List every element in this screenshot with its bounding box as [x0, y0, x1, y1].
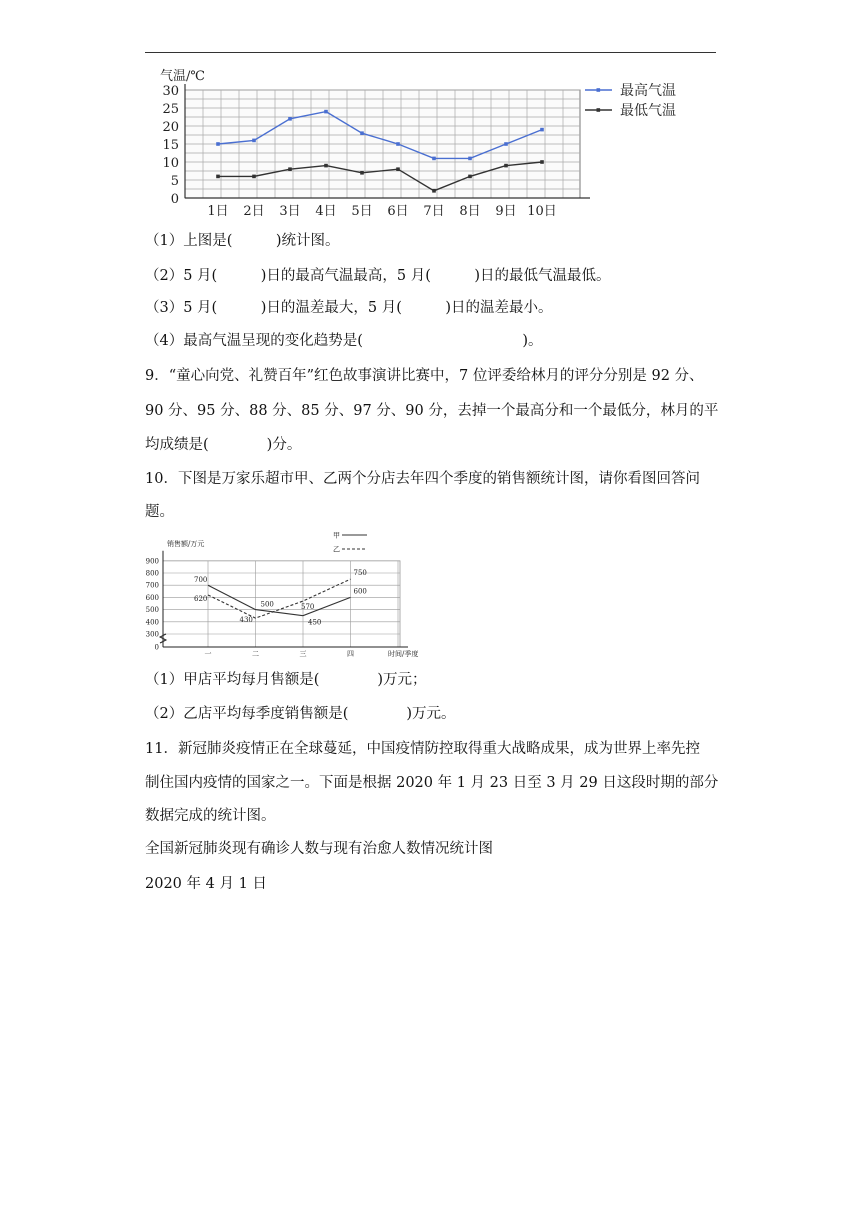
data-point: [288, 167, 292, 171]
q8-part4: （4）最高气温呈现的变化趋势是( )。: [145, 333, 543, 349]
data-label: 600: [353, 587, 367, 596]
q10-part2: （2）乙店平均每季度销售额是( )万元。: [145, 706, 456, 722]
q11-chart-date: 2020 年 4 月 1 日: [145, 876, 267, 892]
q8-part2: （2）5 月( )日的最高气温最高，5 月( )日的最低气温最低。: [145, 268, 611, 284]
y-tick-label: 15: [162, 138, 179, 153]
q9-line3: 均成绩是( )分。: [145, 437, 302, 453]
x-tick-label: 三: [299, 650, 307, 658]
q11-line2: 制住国内疫情的国家之一。下面是根据 2020 年 1 月 23 日至 3 月 29 日这段时期的部分: [145, 775, 719, 791]
y-tick-label: 25: [162, 102, 179, 117]
legend-marker: [597, 108, 601, 112]
x-tick-label: 5日: [351, 204, 373, 219]
data-point: [468, 157, 472, 161]
y-tick-label: 20: [162, 120, 179, 135]
data-point: [288, 117, 292, 121]
y-tick-label: 900: [145, 557, 159, 566]
x-tick-label: 7日: [423, 204, 445, 219]
q11-line1: 11．新冠肺炎疫情正在全球蔓延，中国疫情防控取得重大战略成果，成为世界上率先控: [145, 741, 700, 757]
data-point: [360, 131, 364, 135]
legend-label: 最低气温: [620, 103, 676, 119]
y-tick-label: 0: [170, 192, 179, 207]
data-point: [432, 189, 436, 193]
data-point: [504, 164, 508, 168]
data-point: [360, 171, 364, 175]
y-tick-label: 0: [154, 643, 159, 652]
data-label: 750: [353, 569, 367, 578]
sales-line-chart: [145, 528, 435, 663]
data-label: 570: [301, 603, 315, 612]
data-label: 430: [239, 616, 253, 625]
x-tick-label: 6日: [387, 204, 409, 219]
y-tick-label: 700: [145, 581, 159, 590]
data-label: 450: [308, 618, 322, 627]
data-point: [324, 164, 328, 168]
legend-label: 甲: [333, 531, 340, 540]
data-point: [216, 175, 220, 179]
q8-part3: （3）5 月( )日的温差最大，5 月( )日的温差最小。: [145, 300, 553, 316]
x-tick-label: 一: [204, 650, 212, 658]
data-point: [216, 142, 220, 146]
data-point: [468, 175, 472, 179]
header-rule: [145, 52, 716, 53]
q10-part1: （1）甲店平均每月售额是( )万元；: [145, 672, 427, 688]
x-tick-label: 3日: [279, 204, 301, 219]
q11-chart-title: 全国新冠肺炎现有确诊人数与现有治愈人数情况统计图: [145, 841, 493, 857]
data-point: [540, 160, 544, 164]
data-point: [324, 110, 328, 114]
y-tick-label: 600: [145, 593, 159, 602]
data-label: 500: [260, 600, 274, 609]
x-tick-label: 4日: [315, 204, 337, 219]
y-tick-label: 400: [145, 618, 159, 627]
temperature-line-chart: [150, 62, 710, 222]
data-point: [504, 142, 508, 146]
q9-line2: 90 分、95 分、88 分、85 分、97 分、90 分，去掉一个最高分和一个最低分，林月的平: [145, 403, 719, 419]
data-label: 700: [194, 576, 208, 585]
x-tick-label: 2日: [243, 204, 265, 219]
x-tick-label: 8日: [459, 204, 481, 219]
x-tick-label: 9日: [495, 204, 517, 219]
data-point: [432, 157, 436, 161]
y-tick-label: 30: [162, 84, 179, 99]
y-tick-label: 800: [145, 569, 159, 578]
data-point: [540, 128, 544, 132]
y-tick-label: 10: [162, 156, 179, 171]
q8-part1: （1）上图是( )统计图。: [145, 233, 340, 249]
q9-line1: 9．“童心向党、礼赞百年”红色故事演讲比赛中，7 位评委给林月的评分分别是 92 分、: [145, 368, 704, 384]
legend-label: 最高气温: [620, 83, 676, 99]
y-tick-label: 5: [170, 174, 179, 189]
legend-label: 乙: [333, 545, 340, 554]
data-point: [252, 139, 256, 143]
y-tick-label: 300: [145, 630, 159, 639]
q10-line1: 10．下图是万家乐超市甲、乙两个分店去年四个季度的销售额统计图，请你看图回答问: [145, 471, 700, 487]
x-tick-label: 1日: [207, 204, 229, 219]
y-axis-label: 气温/℃: [160, 69, 205, 84]
q11-line3: 数据完成的统计图。: [145, 808, 276, 824]
data-label: 620: [194, 594, 208, 603]
y-axis-label: 销售额/万元: [167, 540, 205, 548]
legend-marker: [597, 88, 601, 92]
data-point: [396, 167, 400, 171]
y-tick-label: 500: [145, 606, 159, 615]
data-point: [396, 142, 400, 146]
x-tick-label: 四: [347, 650, 354, 658]
data-point: [252, 175, 256, 179]
x-tick-label: 二: [252, 650, 259, 658]
x-tick-label: 10日: [527, 204, 557, 219]
q10-line2: 题。: [145, 504, 174, 520]
x-axis-label: 时间/季度: [388, 650, 419, 658]
